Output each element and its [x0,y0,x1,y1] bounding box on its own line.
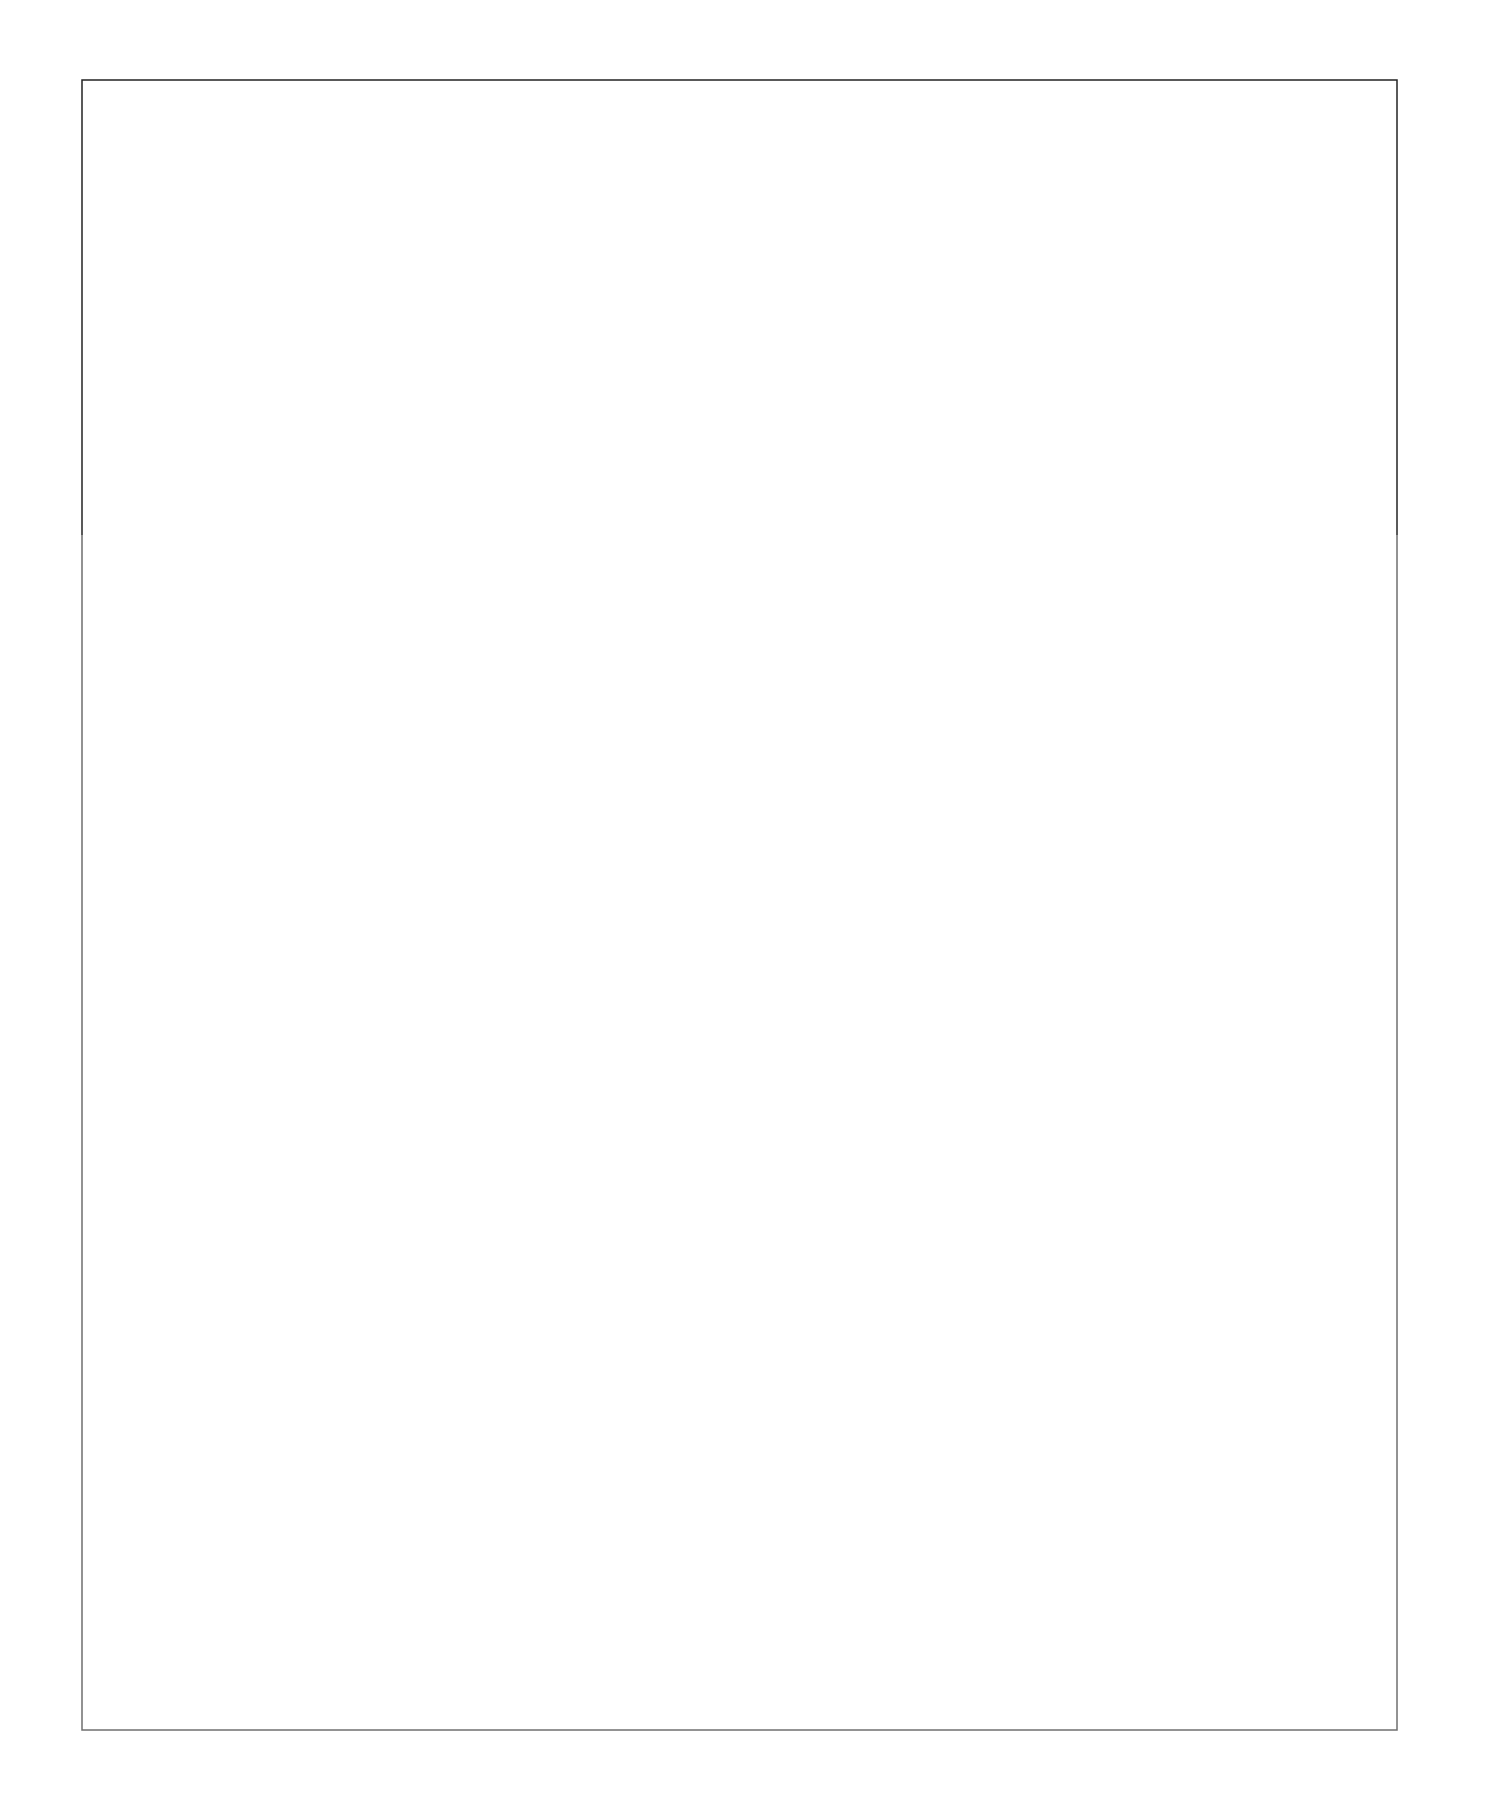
fade-overlay [72,535,1412,1735]
